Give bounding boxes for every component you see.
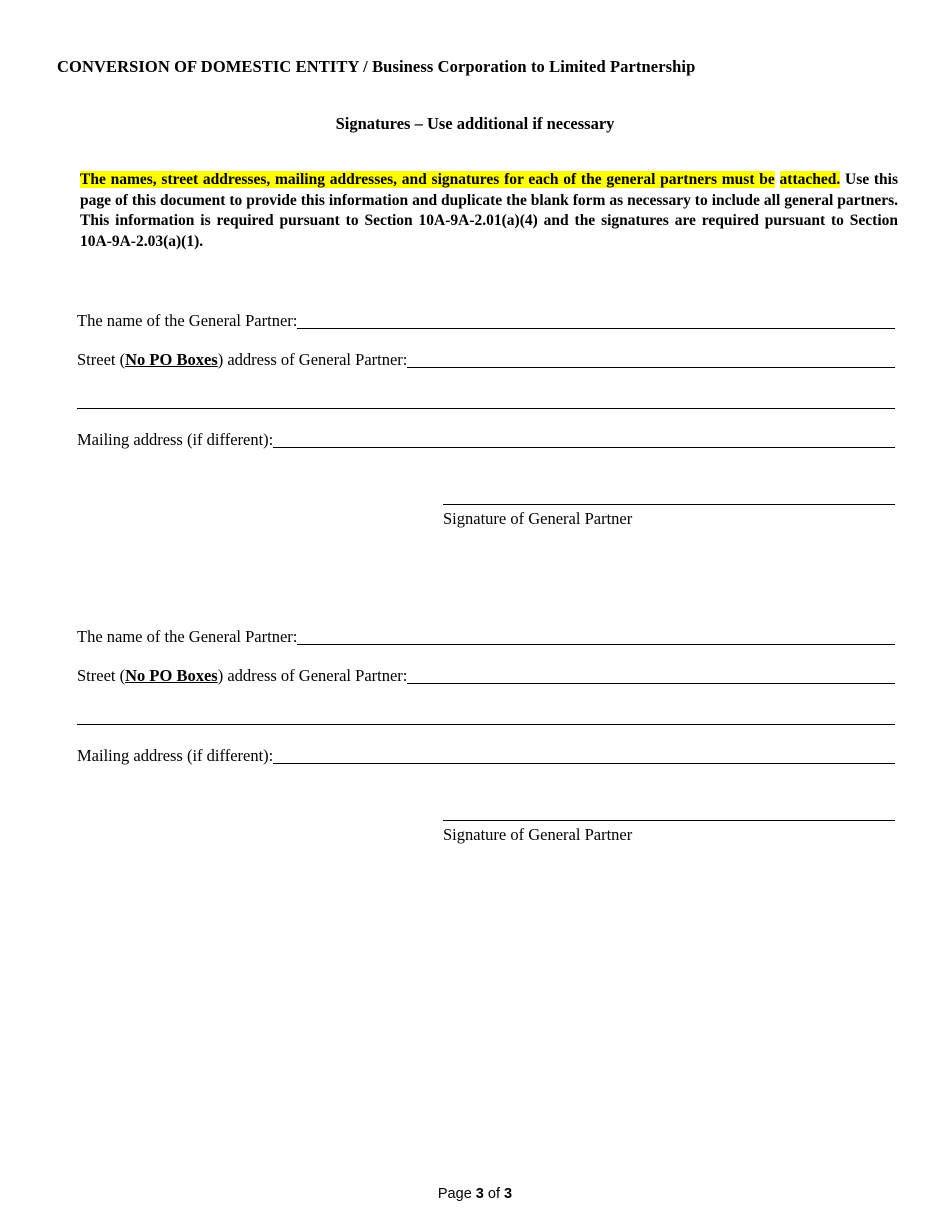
partner-2-signature-caption: Signature of General Partner	[443, 825, 633, 844]
notice-rest: Use this page of this document to provide this information and duplicate the blank form as necessary to include all general partners. This information is required pursuant to Section 10A-9A-2.01(a)(4) and the signatures are required pursuant to Section 10A-9A-2.03(a)(1).	[80, 171, 898, 250]
partner-2-signature-block	[443, 820, 895, 845]
partner-1-name-row	[77, 311, 895, 331]
no-po-boxes-emphasis: No PO Boxes	[125, 666, 218, 685]
footer-current-page: 3	[475, 1186, 484, 1202]
partner-1-street-input-line2[interactable]	[77, 408, 895, 409]
partner-1-signature-caption: Signature of General Partner	[443, 509, 633, 528]
section-heading: Signatures – Use additional if necessary	[335, 114, 615, 133]
partner-2-street-input-line2[interactable]	[77, 724, 895, 725]
partner-2-street-row	[77, 666, 895, 686]
page-footer	[0, 1186, 950, 1202]
partner-2-mailing-row	[77, 746, 895, 766]
footer-prefix: Page	[437, 1186, 476, 1202]
partner-2-street-label: Street (No PO Boxes) address of General Partner:	[77, 666, 408, 685]
partner-1-street-row	[77, 350, 895, 370]
partner-1-signature-block	[443, 504, 895, 529]
partner-2-mailing-input[interactable]	[273, 748, 895, 764]
notice-highlight-line2: attached.	[779, 171, 841, 188]
partner-2-street-input[interactable]	[407, 668, 895, 684]
partner-1-street-input[interactable]	[407, 352, 895, 368]
notice-paragraph	[80, 170, 898, 252]
partner-1-name-input[interactable]	[297, 313, 895, 329]
partner-2-name-label: The name of the General Partner:	[77, 627, 298, 646]
partner-1-mailing-input[interactable]	[273, 432, 895, 448]
footer-middle: of	[483, 1186, 505, 1202]
partner-2-name-input[interactable]	[297, 629, 895, 645]
partner-1-street-label: Street (No PO Boxes) address of General Partner:	[77, 350, 408, 369]
partner-2-name-row	[77, 627, 895, 647]
partner-1-mailing-row	[77, 430, 895, 450]
partner-1-mailing-label: Mailing address (if different):	[77, 430, 274, 449]
partner-2-mailing-label: Mailing address (if different):	[77, 746, 274, 765]
partner-1-name-label: The name of the General Partner:	[77, 311, 298, 330]
notice-highlight-line1: The names, street addresses, mailing addresses, and signatures for each of the general partners must be	[80, 171, 775, 188]
no-po-boxes-emphasis: No PO Boxes	[125, 350, 218, 369]
footer-total-pages: 3	[504, 1186, 513, 1202]
page-title: CONVERSION OF DOMESTIC ENTITY / Business Corporation to Limited Partnership	[57, 57, 696, 76]
